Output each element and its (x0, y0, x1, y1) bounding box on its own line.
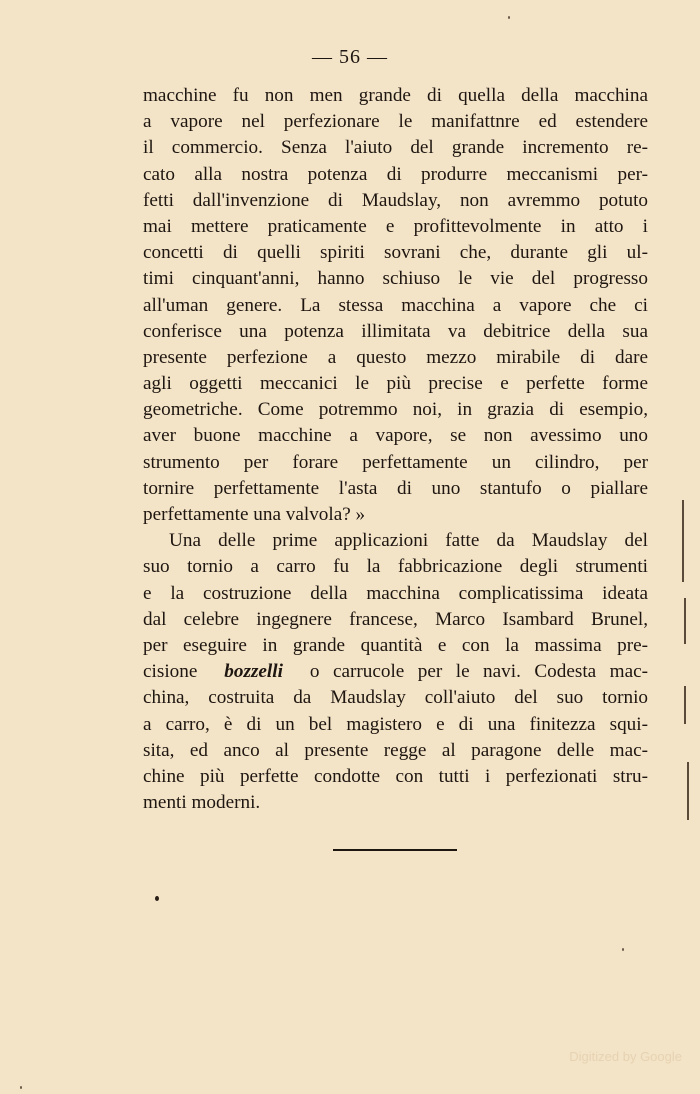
edge-mark (684, 686, 686, 724)
page-speck (622, 948, 624, 951)
text-line: sita, ed anco al presente regge al paragone delle mac- (143, 739, 648, 761)
section-divider (333, 849, 457, 851)
text-line: il commercio. Senza l'aiuto del grande incremento re- (143, 137, 648, 159)
text-line: dal celebre ingegnere francese, Marco Isambard Brunel, (143, 608, 648, 630)
text-line: chine più perfette condotte con tutti i perfezionati stru- (143, 765, 648, 787)
text-line: mai mettere praticamente e profittevolmente in atto i (143, 215, 648, 237)
text-line: macchine fu non men grande di quella della macchina (143, 85, 648, 106)
text-line: timi cinquant'anni, hanno schiuso le vie del progresso (143, 268, 648, 290)
page-speck (508, 16, 510, 19)
text-line: china, costruita da Maudslay coll'aiuto del suo tornio (143, 687, 648, 709)
text-line: a carro, è di un bel magistero e di una finitezza squi- (143, 713, 648, 735)
text-line: e la costruzione della macchina complicatissima ideata (143, 582, 648, 604)
text-line: geometriche. Come potremmo noi, in grazia di esempio, (143, 399, 648, 421)
text-line: aver buone macchine a vapore, se non avessimo uno (143, 425, 648, 447)
text-line: suo tornio a carro fu la fabbricazione degli strumenti (143, 556, 648, 578)
text-line: strumento per forare perfettamente un cilindro, per (143, 451, 648, 473)
text-line: cato alla nostra potenza di produrre meccanismi per- (143, 163, 648, 185)
ink-dot (155, 896, 159, 901)
text-line: fetti dall'invenzione di Maudslay, non avremmo potuto (143, 189, 648, 211)
text-segment: cisione (143, 661, 198, 683)
text-line: conferisce una potenza illimitata va debitrice della sua (143, 320, 648, 342)
text-segment: o carrucole per le navi. Codesta mac- (309, 661, 648, 683)
page-number: — 56 — (312, 46, 388, 68)
text-line: menti moderni. (143, 792, 261, 814)
edge-mark (687, 762, 689, 820)
italic-term: bozzelli (224, 661, 283, 683)
text-line: perfettamente una valvola? » (143, 504, 366, 525)
text-line-mixed (143, 659, 648, 685)
body-text (143, 83, 648, 816)
edge-mark (684, 598, 686, 644)
text-line: per eseguire in grande quantità e con la massima pre- (143, 634, 648, 656)
text-line: a vapore nel perfezionare le manifattnre ed estendere (143, 111, 648, 133)
text-line: Una delle prime applicazioni fatte da Maudslay del (169, 530, 648, 552)
text-line: concetti di quelli spiriti sovrani che, durante gli ul- (143, 242, 648, 264)
page-speck (20, 1086, 22, 1089)
edge-mark (682, 500, 684, 582)
text-line: presente perfezione a questo mezzo mirabile di dare (143, 346, 648, 368)
text-line: all'uman genere. La stessa macchina a vapore che ci (143, 294, 648, 316)
text-line: tornire perfettamente l'asta di uno stantufo o piallare (143, 477, 648, 499)
text-line: agli oggetti meccanici le più precise e perfette forme (143, 373, 648, 395)
watermark: Digitized by Google (569, 1049, 682, 1064)
